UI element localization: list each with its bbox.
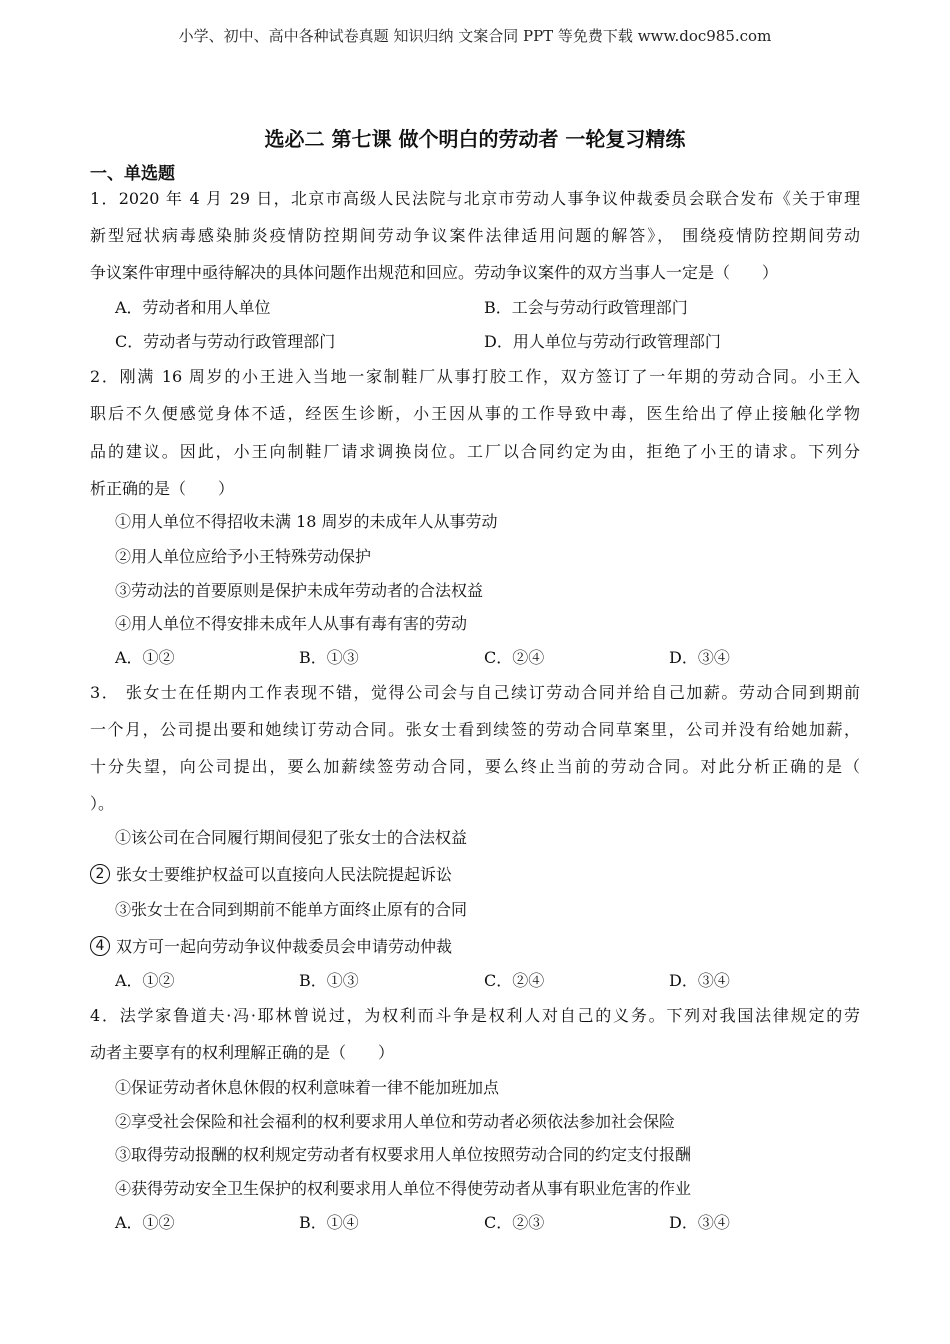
question-4-line-1: 4．法学家鲁道夫·冯·耶林曾说过，为权利而斗争是权利人对自己的义务。下列对我国法律规定的劳: [90, 1006, 860, 1025]
circled-number-4: 4: [90, 936, 110, 956]
question-2-option-d[interactable]: D．③④: [669, 648, 730, 667]
question-3-statement-2: [90, 863, 452, 887]
question-4-statement-2: ②享受社会保险和社会福利的权利要求用人单位和劳动者必须依法参加社会保险: [115, 1112, 676, 1131]
question-2-line-2: 职后不久便感觉身体不适，经医生诊断，小王因从事的工作导致中毒，医生给出了停止接触化学物: [90, 404, 860, 423]
question-2-option-c[interactable]: C．②④: [484, 648, 545, 667]
document-title: 选必二 第七课 做个明白的劳动者 一轮复习精练: [264, 127, 686, 151]
question-3-option-b[interactable]: B．①③: [299, 971, 359, 990]
question-3-statement-1: ①该公司在合同履行期间侵犯了张女士的合法权益: [115, 828, 468, 847]
question-3-line-2: 一个月，公司提出要和她续订劳动合同。张女士看到续签的劳动合同草案里，公司并没有给她加薪，: [90, 720, 860, 739]
page-header-banner: 小学、初中、高中各种试卷真题 知识归纳 文案合同 PPT 等免费下载 www.doc985.com: [178, 27, 772, 45]
question-1-option-b[interactable]: B．工会与劳动行政管理部门: [484, 298, 688, 317]
question-1-line-1: 1．2020 年 4 月 29 日，北京市高级人民法院与北京市劳动人事争议仲裁委员会联合发布《关于审理: [90, 189, 860, 208]
question-2-line-1: 2．刚满 16 周岁的小王进入当地一家制鞋厂从事打胶工作，双方签订了一年期的劳动合同。小王入: [90, 367, 860, 386]
question-1-option-a[interactable]: A．劳动者和用人单位: [115, 298, 271, 317]
question-3-statement-2-text: 张女士要维护权益可以直接向人民法院提起诉讼: [116, 865, 453, 884]
question-3-line-1: 3． 张女士在任期内工作表现不错，觉得公司会与自己续订劳动合同并给自己加薪。劳动合同到期前: [90, 683, 860, 702]
question-2-statement-3: ③劳动法的首要原则是保护未成年劳动者的合法权益: [115, 581, 484, 600]
question-3-option-d[interactable]: D．③④: [669, 971, 730, 990]
question-4-statement-4: ④获得劳动安全卫生保护的权利要求用人单位不得使劳动者从事有职业危害的作业: [115, 1179, 692, 1198]
question-1-option-c[interactable]: C．劳动者与劳动行政管理部门: [115, 332, 336, 351]
section-title: 一、单选题: [90, 164, 175, 184]
question-4-option-a[interactable]: A．①②: [115, 1213, 175, 1232]
question-4-option-c[interactable]: C．②③: [484, 1213, 545, 1232]
question-4-statement-3: ③取得劳动报酬的权利规定劳动者有权要求用人单位按照劳动合同的约定支付报酬: [115, 1145, 692, 1164]
question-4-line-2: 动者主要享有的权利理解正确的是（ ）: [90, 1043, 395, 1062]
question-2-statement-1: ①用人单位不得招收未满 18 周岁的未成年人从事劳动: [115, 512, 498, 531]
question-3-line-3: 十分失望，向公司提出，要么加薪续签劳动合同，要么终止当前的劳动合同。对此分析正确的是（: [90, 757, 860, 776]
question-2-option-a[interactable]: A．①②: [115, 648, 175, 667]
question-1-line-3: 争议案件审理中亟待解决的具体问题作出规范和回应。劳动争议案件的双方当事人一定是（ ）: [90, 263, 779, 282]
question-2-statement-2: ②用人单位应给予小王特殊劳动保护: [115, 547, 372, 566]
question-3-line-4: ）。: [90, 794, 115, 813]
question-3-option-a[interactable]: A．①②: [115, 971, 175, 990]
question-2-line-3: 品的建议。因此，小王向制鞋厂请求调换岗位。工厂以合同约定为由，拒绝了小王的请求。下列分: [90, 442, 860, 461]
question-3-statement-3: ③张女士在合同到期前不能单方面终止原有的合同: [115, 900, 468, 919]
question-4-option-d[interactable]: D．③④: [669, 1213, 730, 1232]
question-1-option-d[interactable]: D．用人单位与劳动行政管理部门: [484, 332, 721, 351]
question-1-line-2: 新型冠状病毒感染肺炎疫情防控期间劳动争议案件法律适用问题的解答》， 围绕疫情防控期间劳动: [90, 226, 860, 245]
question-4-option-b[interactable]: B．①④: [299, 1213, 359, 1232]
circled-number-2: 2: [90, 864, 110, 884]
question-2-statement-4: ④用人单位不得安排未成年人从事有毒有害的劳动: [115, 614, 468, 633]
question-3-statement-4-text: 双方可一起向劳动争议仲裁委员会申请劳动仲裁: [116, 937, 453, 956]
question-2-line-4: 析正确的是（ ）: [90, 479, 235, 498]
question-3-option-c[interactable]: C．②④: [484, 971, 545, 990]
question-3-statement-4: [90, 935, 452, 959]
question-2-option-b[interactable]: B．①③: [299, 648, 359, 667]
question-4-statement-1: ①保证劳动者休息休假的权利意味着一律不能加班加点: [115, 1078, 500, 1097]
